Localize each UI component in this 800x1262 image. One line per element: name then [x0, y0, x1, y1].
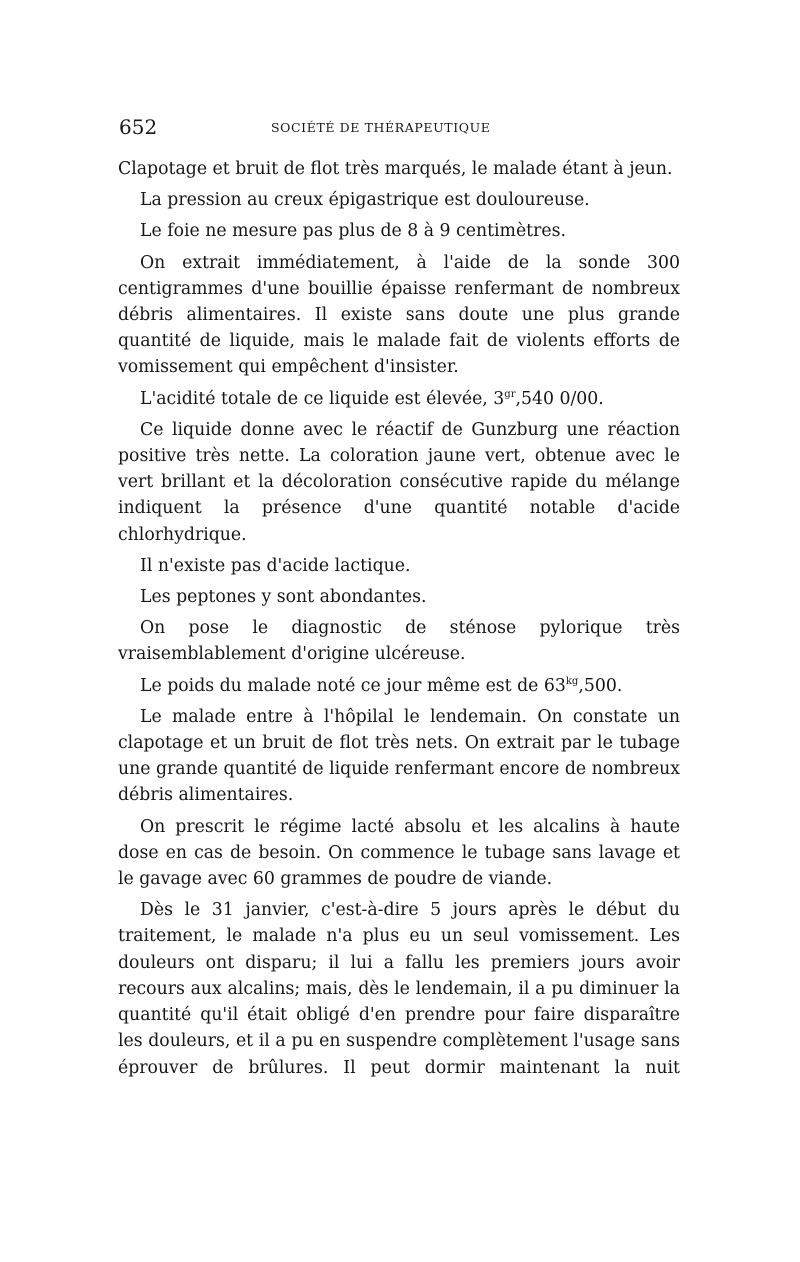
paragraph-extraction: On extrait immédiatement, à l'aide de la sonde 300 centigrammes d'une bouillie épaisse renfermant de nombreux débris alimentaires. Il existe sans doute une plus grande quantité de liquide, mais le malade fait de violents efforts de vomissement qui empêchent d'insister. — [118, 252, 680, 378]
running-head: SOCIÉTÉ DE THÉRAPEUTIQUE — [271, 120, 491, 135]
paragraph-acide-lactique: Il n'existe pas d'acide lactique. — [140, 555, 411, 576]
paragraph-clapotage: Clapotage et bruit de flot très marqués, le malade étant à jeun. — [118, 159, 673, 179]
unit-grammes: gr — [504, 388, 516, 400]
poids-text: Le poids du malade noté ce jour même est de 63 — [140, 675, 566, 696]
page-header — [119, 116, 679, 140]
acidite-value: ,540 0/00. — [515, 388, 604, 409]
paragraph-hopital: Le malade entre à l'hôpilal le lendemain. On constate un clapotage et un bruit de flot très nets. On extrait par le tubage une grande quantité de liquide renfermant encore de nombreux débris alimentaires. — [118, 706, 680, 806]
paragraph-foie: Le foie ne mesure pas plus de 8 à 9 centimètres. — [140, 221, 566, 242]
paragraph-acidite — [118, 386, 680, 412]
paragraph-poids — [118, 673, 680, 699]
paragraph-pression: La pression au creux épigastrique est douloureuse. — [140, 190, 590, 211]
paragraph-peptones: Les peptones y sont abondantes. — [140, 587, 427, 608]
paragraph-diagnostic: On pose le diagnostic de sténose pylorique très vraisemblablement d'origine ulcéreuse. — [118, 618, 680, 665]
poids-value: ,500. — [578, 675, 623, 696]
body-text — [118, 156, 680, 1086]
paragraph-traitement: Dès le 31 janvier, c'est-à-dire 5 jours après le début du traitement, le malade n'a plus eu un seul vomissement. Les douleurs ont disparu; il lui a fallu les premiers jours avoir recours aux alcalins; mais, dès le lendemain, il a pu diminuer la quantité qu'il était obligé d'en prendre pour faire disparaître les douleurs, et il a pu en suspendre complètement l'usage sans éprouver de brûlures. Il peut dormir maintenant la nuit — [118, 900, 680, 1078]
acidite-text: L'acidité totale de ce liquide est élevée, 3 — [140, 388, 505, 409]
paragraph-regime: On prescrit le régime lacté absolu et les alcalins à haute dose en cas de besoin. On commence le tubage sans lavage et le gavage avec 60 grammes de poudre de viande. — [118, 816, 680, 890]
paragraph-gunzburg: Ce liquide donne avec le réactif de Gunzburg une réaction positive très nette. La coloration jaune vert, obtenue avec le vert brillant et la décoloration consécutive rapide du mélange indiquent la présence d'une quantité notable d'acide chlorhydrique. — [118, 419, 680, 545]
page-number: 652 — [119, 115, 158, 139]
unit-kilogrammes: kg — [565, 675, 579, 687]
